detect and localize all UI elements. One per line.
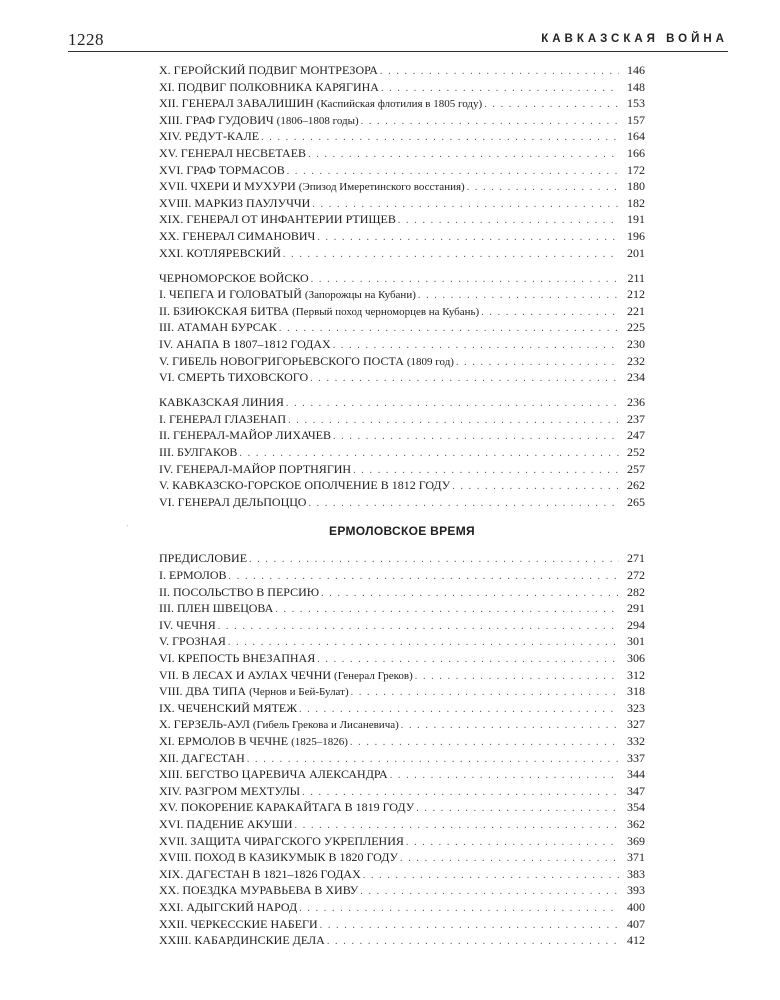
header-rule	[68, 51, 728, 52]
toc-entry-page: 393	[627, 883, 645, 898]
toc-entry-title-wrap	[159, 766, 388, 783]
toc-entry-title-wrap	[159, 145, 306, 162]
toc-entry	[159, 799, 645, 816]
toc-section-entries	[159, 550, 645, 948]
toc-dot-leader	[481, 305, 619, 322]
toc-entry-page: 157	[627, 112, 645, 127]
toc-dot-leader	[390, 768, 619, 785]
toc-entry-page: 371	[627, 850, 645, 865]
toc-entry	[159, 461, 645, 478]
toc-entry	[159, 899, 645, 916]
toc-entry-title-wrap	[159, 650, 315, 667]
toc-dot-leader	[401, 718, 619, 735]
toc-entry-title-wrap	[159, 783, 300, 800]
table-of-contents	[159, 62, 645, 949]
toc-entry-page: 153	[627, 96, 645, 111]
toc-dot-leader	[218, 619, 619, 636]
toc-entry-page: 265	[627, 494, 645, 509]
toc-entry-title: XVI. ПАДЕНИЕ АКУШИ	[159, 816, 293, 831]
page-number: 1228	[68, 30, 104, 49]
toc-entry	[159, 178, 645, 195]
toc-entry-page: 211	[627, 270, 645, 285]
toc-entry	[159, 816, 645, 833]
toc-entry-page: 369	[627, 833, 645, 848]
toc-entry-title-wrap	[159, 444, 237, 461]
toc-entry-title: XXIII. КАБАРДИНСКИЕ ДЕЛА	[159, 933, 325, 948]
toc-entry-title-wrap	[159, 270, 309, 287]
toc-entry-title-wrap	[159, 128, 259, 145]
toc-entry-title: IV. ЧЕЧНЯ	[159, 617, 216, 632]
toc-dot-leader	[299, 901, 619, 918]
toc-groups	[159, 62, 645, 510]
toc-entry-title-wrap	[159, 882, 358, 899]
toc-entry	[159, 494, 645, 511]
toc-entry	[159, 783, 645, 800]
toc-entry-page: 212	[627, 287, 645, 302]
toc-entry-title-wrap	[159, 494, 306, 511]
toc-entry	[159, 932, 645, 949]
toc-entry-subtitle: (Эпизод Имеретинского восстания)	[298, 181, 465, 194]
toc-entry-title-wrap	[159, 245, 281, 262]
toc-dot-leader	[415, 669, 619, 686]
toc-entry-title: XV. ПОКОРЕНИЕ КАРАКАЙТАГА В 1819 ГОДУ	[159, 800, 415, 815]
toc-entry-title-wrap	[159, 849, 398, 866]
toc-entry-title-wrap	[159, 567, 227, 584]
toc-entry-title: XIV. РЕДУТ-КАЛЕ	[159, 129, 260, 144]
toc-entry-subtitle: (1809 год)	[406, 355, 454, 368]
toc-entry-page: 252	[627, 445, 645, 460]
toc-entry-title-wrap	[159, 178, 465, 196]
toc-entry-title-wrap	[159, 716, 399, 734]
toc-entry-title: II. ПОСОЛЬСТВО В ПЕРСИЮ	[159, 584, 320, 599]
toc-entry	[159, 336, 645, 353]
toc-entry-page: 237	[627, 411, 645, 426]
toc-entry-title-wrap	[159, 600, 273, 617]
toc-entry	[159, 700, 645, 717]
toc-dot-leader	[456, 355, 619, 372]
toc-entry-page: 332	[627, 733, 645, 748]
toc-entry-page: 301	[627, 634, 645, 649]
toc-entry-page: 407	[627, 916, 645, 931]
toc-entry-page: 347	[627, 783, 645, 798]
toc-entry-title: X. ГЕРОЙСКИЙ ПОДВИГ МОНТРЕЗОРА	[159, 63, 378, 77]
toc-entry-subtitle: (Каспийская флотилия в 1805 году)	[316, 98, 483, 111]
toc-entry-title: XX. ГЕНЕРАЛ СИМАНОВИЧ	[159, 228, 316, 243]
toc-entry-page: 323	[627, 700, 645, 715]
toc-dot-leader	[400, 851, 619, 868]
toc-entry-title: XVII. ЧХЕРИ И МУХУРИ	[159, 179, 296, 194]
toc-entry	[159, 849, 645, 866]
toc-entry-page: 196	[627, 228, 645, 243]
toc-entry	[159, 584, 645, 601]
toc-dot-leader	[333, 429, 619, 446]
toc-entry-page: 262	[627, 478, 645, 493]
toc-entry-page: 201	[627, 245, 645, 260]
toc-entry-title-wrap	[159, 816, 293, 833]
toc-entry	[159, 617, 645, 634]
toc-entry-title: IV. ГЕНЕРАЛ-МАЙОР ПОРТНЯГИН	[159, 461, 352, 476]
toc-entry	[159, 444, 645, 461]
toc-entry-title: XIX. ДАГЕСТАН В 1821–1826 ГОДАХ	[159, 866, 361, 881]
toc-entry	[159, 667, 645, 684]
toc-entry-title: XIV. РАЗГРОМ МЕХТУЛЫ	[159, 783, 301, 798]
toc-entry-page: 306	[627, 651, 645, 665]
toc-entry	[159, 353, 645, 370]
toc-entry-title-wrap	[159, 617, 216, 634]
toc-entry-title-wrap	[159, 79, 379, 96]
toc-entry-page: 166	[627, 145, 645, 160]
toc-entry-title: XVIII. ПОХОД В КАЗИКУМЫК В 1820 ГОДУ	[159, 850, 399, 865]
toc-entry-title: VII. В ЛЕСАХ И АУЛАХ ЧЕЧНИ	[159, 667, 332, 682]
toc-entry-page: 383	[627, 866, 645, 881]
toc-entry-title: III. ПЛЕН ШВЕЦОВА	[159, 601, 274, 616]
toc-entry-title: VI. ГЕНЕРАЛ ДЕЛЬПОЦЦО	[159, 494, 307, 509]
toc-entry-title: ЧЕРНОМОРСКОЕ ВОЙСКО	[159, 270, 309, 285]
toc-entry-title-wrap	[159, 799, 414, 816]
toc-dot-leader	[261, 130, 619, 147]
toc-dot-leader	[275, 602, 619, 619]
toc-entry-title-wrap	[159, 550, 247, 567]
toc-entry-title: III. БУЛГАКОВ	[159, 445, 238, 460]
toc-entry-title: ПРЕДИСЛОВИЕ	[159, 551, 248, 566]
toc-entry	[159, 245, 645, 262]
toc-dot-leader	[452, 479, 619, 496]
toc-entry-page: 291	[627, 601, 645, 616]
toc-entry	[159, 716, 645, 733]
margin-tick-mark: ´	[126, 524, 129, 533]
toc-entry	[159, 195, 645, 212]
toc-entry-title-wrap	[159, 866, 361, 883]
toc-entry-title: V. ГИБЕЛЬ НОВОГРИГОРЬЕВСКОГО ПОСТА	[159, 353, 404, 368]
toc-entry-page: 164	[627, 129, 645, 144]
toc-entry	[159, 766, 645, 783]
toc-group	[159, 62, 645, 261]
toc-entry	[159, 733, 645, 750]
toc-entry	[159, 477, 645, 494]
toc-entry-title-wrap	[159, 733, 348, 751]
toc-entry	[159, 750, 645, 767]
toc-entry-title: IV. АНАПА В 1807–1812 ГОДАХ	[159, 337, 331, 351]
toc-entry-title-wrap	[159, 62, 378, 79]
toc-entry-title-wrap	[159, 633, 226, 650]
toc-entry-page: 412	[627, 933, 645, 948]
toc-entry-title-wrap	[159, 916, 318, 933]
toc-entry-page: 282	[627, 584, 645, 599]
toc-dot-leader	[321, 586, 619, 603]
toc-entry-page: 362	[627, 816, 645, 831]
toc-entry-title-wrap	[159, 932, 325, 949]
toc-entry	[159, 303, 645, 320]
toc-dot-leader	[308, 147, 619, 164]
toc-entry	[159, 633, 645, 650]
toc-entry-title: V. КАВКАЗСКО-ГОРСКОЕ ОПОЛЧЕНИЕ В 1812 ГОДУ	[159, 478, 451, 493]
toc-entry-page: 236	[627, 395, 645, 410]
toc-dot-leader	[288, 413, 619, 430]
toc-entry-page: 272	[627, 568, 645, 583]
toc-entry-page: 230	[627, 337, 645, 351]
toc-entry-title: II. ГЕНЕРАЛ-МАЙОР ЛИХАЧЕВ	[159, 428, 331, 443]
toc-entry-subtitle: (1825–1826)	[291, 735, 348, 748]
toc-dot-leader	[363, 868, 619, 885]
toc-entry-page: 312	[627, 667, 645, 682]
toc-dot-leader	[286, 396, 619, 413]
toc-entry-title: КАВКАЗСКАЯ ЛИНИЯ	[159, 395, 284, 410]
toc-entry-title: XIII. ГРАФ ГУДОВИЧ	[159, 112, 274, 127]
toc-entry-title: VIII. ДВА ТИПА	[159, 684, 247, 699]
toc-dot-leader	[360, 884, 619, 901]
toc-entry-title-wrap	[159, 461, 351, 478]
toc-group	[159, 270, 645, 386]
toc-entry	[159, 882, 645, 899]
toc-entry-title-wrap	[159, 95, 482, 113]
toc-entry-title-wrap	[159, 319, 277, 336]
toc-entry-title-wrap	[159, 353, 454, 371]
toc-dot-leader	[416, 801, 619, 818]
toc-entry-title-wrap	[159, 584, 319, 601]
toc-dot-leader	[406, 835, 619, 852]
toc-group	[159, 394, 645, 510]
page-header	[68, 28, 728, 52]
toc-entry	[159, 112, 645, 129]
toc-entry-title-wrap	[159, 162, 285, 179]
toc-entry-title: IX. ЧЕЧЕНСКИЙ МЯТЕЖ	[159, 700, 298, 715]
toc-entry-page: 327	[627, 717, 645, 732]
toc-entry	[159, 145, 645, 162]
section-heading: ЕРМОЛОВСКОЕ ВРЕМЯ	[329, 524, 475, 539]
running-title: КАВКАЗСКАЯ ВОЙНА	[541, 33, 728, 45]
toc-entry-page: 172	[627, 162, 645, 177]
toc-entry	[159, 600, 645, 617]
toc-entry-title: XI. ЕРМОЛОВ В ЧЕЧНЕ	[159, 733, 289, 748]
toc-entry-title-wrap	[159, 427, 331, 444]
toc-entry-page: 148	[627, 79, 645, 94]
toc-entry-title-wrap	[159, 336, 331, 353]
toc-entry	[159, 567, 645, 584]
toc-entry-title: XV. ГЕНЕРАЛ НЕСВЕТАЕВ	[159, 145, 307, 160]
toc-entry-title-wrap	[159, 411, 286, 428]
toc-entry-page: 225	[627, 320, 645, 335]
toc-entry-title: X. ГЕРЗЕЛЬ-АУЛ	[159, 717, 250, 732]
toc-entry-title: I. ГЕНЕРАЛ ГЛАЗЕНАП	[159, 411, 287, 426]
toc-entry-title: XXI. АДЫГСКИЙ НАРОД	[159, 899, 298, 914]
toc-entry-title: I. ЕРМОЛОВ	[159, 568, 227, 583]
toc-entry-title-wrap	[159, 195, 310, 212]
toc-entry-page: 271	[627, 551, 645, 566]
toc-entry	[159, 162, 645, 179]
toc-entry	[159, 683, 645, 700]
toc-entry-title: V. ГРОЗНАЯ	[159, 634, 226, 649]
toc-entry	[159, 62, 645, 79]
toc-entry-title-wrap	[159, 750, 245, 767]
toc-entry-page: 354	[627, 800, 645, 815]
toc-dot-leader	[351, 685, 619, 702]
toc-entry-title: XIX. ГЕНЕРАЛ ОТ ИНФАНТЕРИИ РТИЩЕВ	[159, 212, 396, 227]
toc-entry-title-wrap	[159, 667, 413, 685]
toc-entry-page: 146	[627, 63, 645, 77]
toc-entry-page: 247	[627, 428, 645, 443]
toc-entry	[159, 270, 645, 287]
toc-entry-page: 232	[627, 353, 645, 368]
toc-entry-title: XIII. БЕГСТВО ЦАРЕВИЧА АЛЕКСАНДРА	[159, 767, 388, 782]
toc-entry-title-wrap	[159, 112, 359, 130]
toc-entry	[159, 319, 645, 336]
toc-entry-title-wrap	[159, 369, 308, 386]
toc-entry	[159, 650, 645, 667]
toc-entry-page: 191	[627, 212, 645, 227]
toc-entry-page: 180	[627, 179, 645, 194]
toc-entry-title: XXI. КОТЛЯРЕВСКИЙ	[159, 245, 281, 260]
toc-entry-title: VI. КРЕПОСТЬ ВНЕЗАПНАЯ	[159, 651, 316, 665]
toc-dot-leader	[327, 934, 619, 951]
toc-entry	[159, 411, 645, 428]
toc-entry-title: XX. ПОЕЗДКА МУРАВЬЕВА В ХИВУ	[159, 883, 359, 898]
toc-entry-title-wrap	[159, 286, 416, 304]
toc-entry-title: XVII. ЗАЩИТА ЧИРАГСКОГО УКРЕПЛЕНИЯ	[159, 833, 404, 848]
toc-entry-page: 400	[627, 899, 645, 914]
toc-entry	[159, 427, 645, 444]
toc-entry-page: 318	[627, 684, 645, 699]
toc-entry-title-wrap	[159, 700, 297, 717]
toc-dot-leader	[283, 247, 619, 264]
toc-dot-leader	[320, 918, 619, 935]
toc-entry-title-wrap	[159, 228, 315, 245]
toc-entry-subtitle: (Гибель Грекова и Лисаневича)	[252, 719, 399, 732]
toc-entry-title: XVIII. МАРКИЗ ПАУЛУЧЧИ	[159, 195, 311, 210]
toc-entry-page: 344	[627, 767, 645, 782]
toc-entry-title: XVI. ГРАФ ТОРМАСОВ	[159, 162, 285, 177]
toc-dot-leader	[398, 213, 619, 230]
toc-entry-title-wrap	[159, 833, 404, 850]
toc-dot-leader	[380, 64, 619, 81]
toc-entry-subtitle: (Запорожцы на Кубани)	[304, 289, 416, 302]
toc-entry-page: 337	[627, 750, 645, 765]
toc-dot-leader	[361, 114, 619, 131]
toc-dot-leader	[484, 97, 619, 114]
toc-entry	[159, 228, 645, 245]
toc-entry	[159, 79, 645, 96]
toc-entry-page: 294	[627, 617, 645, 632]
toc-entry-title: XI. ПОДВИГ ПОЛКОВНИКА КАРЯГИНА	[159, 79, 379, 94]
toc-entry-title-wrap	[159, 477, 450, 494]
toc-entry-title: XII. ДАГЕСТАН	[159, 750, 245, 765]
toc-entry	[159, 394, 645, 411]
toc-dot-leader	[350, 735, 619, 752]
toc-entry-page: 182	[627, 195, 645, 210]
toc-entry	[159, 128, 645, 145]
toc-entry-title: III. АТАМАН БУРСАК	[159, 320, 277, 335]
toc-entry-title-wrap	[159, 211, 396, 228]
toc-entry	[159, 369, 645, 386]
toc-entry	[159, 95, 645, 112]
toc-entry-subtitle: (Чернов и Бей-Булат)	[249, 686, 349, 699]
toc-dot-leader	[317, 230, 619, 247]
toc-entry	[159, 833, 645, 850]
toc-dot-leader	[310, 371, 619, 388]
toc-entry-title-wrap	[159, 683, 349, 701]
toc-entry	[159, 550, 645, 567]
toc-entry-title: II. БЗИЮКСКАЯ БИТВА	[159, 303, 290, 318]
toc-dot-leader	[308, 496, 619, 513]
toc-entry	[159, 866, 645, 883]
toc-entry-subtitle: (Первый поход черноморцев на Кубань)	[292, 305, 480, 318]
toc-entry	[159, 211, 645, 228]
toc-dot-leader	[467, 180, 619, 197]
toc-entry	[159, 916, 645, 933]
toc-entry-title: I. ЧЕПЕГА И ГОЛОВАТЫЙ	[159, 287, 302, 302]
toc-entry-title: XII. ГЕНЕРАЛ ЗАВАЛИШИН	[159, 96, 314, 111]
toc-dot-leader	[249, 552, 619, 569]
toc-entry-title-wrap	[159, 303, 479, 321]
toc-entry-title: XXII. ЧЕРКЕССКИЕ НАБЕГИ	[159, 916, 318, 931]
toc-entry-page: 257	[627, 461, 645, 476]
toc-entry-title-wrap	[159, 394, 284, 411]
toc-entry-subtitle: (1806–1808 годы)	[276, 114, 359, 127]
toc-entry-subtitle: (Генерал Греков)	[334, 669, 413, 682]
toc-entry	[159, 286, 645, 303]
toc-entry-title-wrap	[159, 899, 297, 916]
toc-entry-page: 221	[627, 303, 645, 318]
toc-entry-title: VI. СМЕРТЬ ТИХОВСКОГО	[159, 370, 309, 385]
toc-entry-page: 234	[627, 370, 645, 385]
